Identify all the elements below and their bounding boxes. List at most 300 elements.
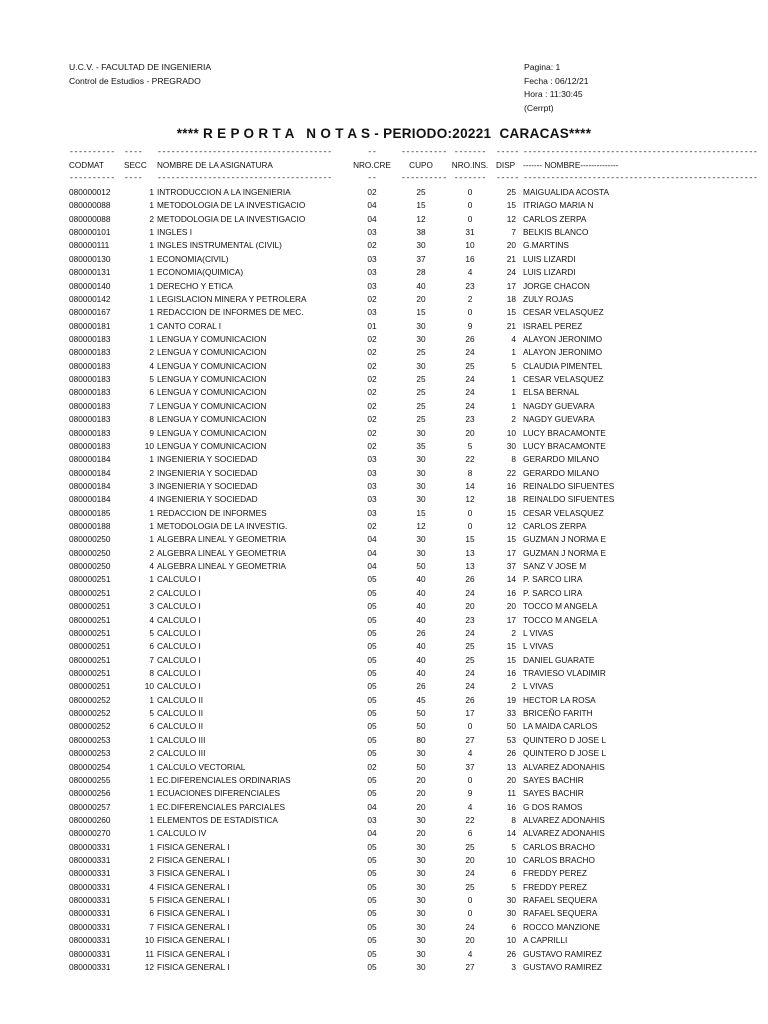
cell-asignatura: METODOLOGIA DE LA INVESTIGACIO (157, 200, 306, 211)
cell-disponible: 6 (511, 868, 516, 879)
cell-inscritos: 24 (465, 374, 475, 384)
cell-codmat: 080000253 (69, 748, 111, 759)
table-header (0, 159, 768, 172)
cell-cupo: 30 (416, 908, 426, 919)
cell-asignatura: CALCULO I (157, 681, 201, 692)
cell-codmat: 080000251 (69, 681, 111, 692)
cell-inscritos: 23 (465, 614, 475, 625)
cell-seccion: 1 (149, 200, 154, 211)
cell-seccion: 1 (149, 320, 154, 331)
cell-inscritos: 0 (467, 507, 473, 518)
cell-seccion: 1 (149, 734, 154, 745)
cell-inscritos: 22 (465, 814, 475, 825)
table-row (0, 787, 768, 800)
cell-creditos: 02 (367, 400, 377, 411)
department-name: Control de Estudios - PREGRADO (69, 75, 201, 86)
cell-seccion: 1 (149, 788, 154, 799)
cell-creditos: 05 (367, 601, 377, 612)
table-row (0, 841, 768, 854)
cell-creditos: 02 (367, 440, 377, 451)
cell-inscritos: 0 (467, 774, 473, 785)
cell-seccion: 1 (149, 841, 154, 852)
column-header-disponible: DISP (496, 161, 516, 170)
cell-creditos: 04 (367, 213, 377, 224)
cell-inscritos: 10 (465, 240, 475, 251)
cell-asignatura: LENGUA Y COMUNICACION (157, 360, 267, 371)
cell-codmat: 080000331 (69, 868, 111, 879)
cell-inscritos: 20 (465, 427, 475, 438)
cell-creditos: 03 (367, 307, 377, 318)
cell-cupo: 15 (416, 200, 426, 211)
cell-profesor: MAIGUALIDA ACOSTA (523, 187, 610, 197)
cell-cupo: 15 (416, 507, 426, 518)
cell-creditos: 05 (367, 908, 377, 919)
column-header-profesor: ------- NOMBRE-------------- (523, 161, 619, 170)
cell-cupo: 30 (416, 881, 426, 892)
cell-profesor: GERARDO MILANO (523, 467, 600, 478)
cell-disponible: 11 (507, 788, 516, 799)
cell-cupo: 25 (416, 400, 426, 411)
cell-seccion: 1 (149, 253, 154, 264)
separator-segment: -------------------------------------- (157, 148, 332, 157)
table-row (0, 400, 768, 413)
cell-seccion: 2 (149, 347, 154, 358)
cell-profesor: NAGDY GUEVARA (523, 400, 595, 411)
table-row (0, 720, 768, 733)
cell-seccion: 1 (149, 293, 154, 304)
separator-segment: ---- (124, 148, 143, 157)
cell-codmat: 080000251 (69, 574, 111, 585)
cell-profesor: CESAR VELASQUEZ (523, 374, 604, 384)
cell-disponible: 2 (511, 414, 516, 425)
cell-profesor: CARLOS ZERPA (523, 213, 587, 224)
table-row (0, 747, 768, 760)
cell-seccion: 3 (149, 868, 154, 879)
cell-asignatura: CALCULO II (157, 721, 204, 732)
cell-profesor: CLAUDIA PIMENTEL (523, 360, 603, 371)
cell-cupo: 30 (416, 240, 426, 251)
cell-profesor: FREDDY PEREZ (523, 881, 587, 892)
table-row (0, 934, 768, 947)
cell-cupo: 25 (416, 374, 426, 384)
cell-seccion: 1 (149, 267, 154, 278)
cell-inscritos: 14 (465, 480, 475, 491)
cell-cupo: 20 (416, 801, 426, 812)
cell-asignatura: CALCULO I (157, 654, 201, 665)
cell-asignatura: FISICA GENERAL I (157, 895, 230, 906)
table-row (0, 427, 768, 440)
cell-seccion: 5 (149, 627, 154, 638)
cell-inscritos: 13 (465, 561, 475, 572)
table-row (0, 801, 768, 814)
cell-asignatura: ALGEBRA LINEAL Y GEOMETRIA (157, 534, 286, 545)
cell-codmat: 080000331 (69, 855, 111, 865)
cell-disponible: 18 (506, 293, 516, 304)
cell-cupo: 30 (416, 480, 426, 491)
cell-profesor: ROCCO MANZIONE (523, 921, 600, 932)
cell-disponible: 20 (506, 601, 516, 612)
cell-cupo: 40 (416, 574, 426, 585)
cell-inscritos: 27 (465, 961, 475, 972)
cell-profesor: NAGDY GUEVARA (523, 414, 595, 425)
cell-asignatura: INGENIERIA Y SOCIEDAD (157, 467, 258, 478)
cell-cupo: 26 (416, 681, 426, 692)
cell-cupo: 30 (416, 921, 426, 932)
cell-disponible: 1 (511, 347, 516, 358)
cell-codmat: 080000251 (69, 654, 111, 665)
cell-asignatura: ALGEBRA LINEAL Y GEOMETRIA (157, 561, 286, 572)
cell-creditos: 05 (367, 935, 377, 946)
cell-codmat: 080000183 (69, 440, 111, 451)
table-row (0, 761, 768, 774)
cell-cupo: 12 (416, 213, 426, 224)
cell-inscritos: 24 (465, 681, 475, 692)
cell-cupo: 50 (416, 561, 426, 572)
cell-seccion: 1 (149, 574, 154, 585)
cell-profesor: RAFAEL SEQUERA (523, 895, 598, 906)
cell-creditos: 05 (367, 748, 377, 759)
cell-disponible: 30 (506, 895, 516, 906)
cell-codmat: 080000251 (69, 641, 111, 652)
cell-disponible: 50 (506, 721, 516, 732)
separator-segment: -- (367, 148, 377, 157)
cell-asignatura: CALCULO I (157, 614, 201, 625)
cell-seccion: 3 (149, 480, 154, 491)
cell-disponible: 15 (506, 534, 516, 545)
cell-codmat: 080000130 (69, 253, 111, 264)
cell-inscritos: 17 (465, 708, 475, 718)
cell-profesor: CESAR VELASQUEZ (523, 507, 604, 518)
cell-asignatura: LENGUA Y COMUNICACION (157, 400, 267, 411)
separator-segment: ----- (496, 174, 520, 183)
cell-disponible: 20 (506, 774, 516, 785)
cell-profesor: P. SARCO LIRA (523, 587, 583, 598)
cell-codmat: 080000188 (69, 521, 111, 531)
cell-disponible: 21 (506, 320, 516, 331)
cell-asignatura: LENGUA Y COMUNICACION (157, 387, 267, 398)
cell-codmat: 080000181 (69, 320, 111, 331)
cell-seccion: 1 (149, 227, 154, 238)
cell-cupo: 40 (416, 280, 426, 291)
cell-disponible: 10 (506, 855, 516, 865)
separator-segment: --------------------------------------------------- (523, 174, 758, 183)
cell-codmat: 080000252 (69, 694, 111, 705)
cell-cupo: 80 (416, 734, 426, 745)
cell-inscritos: 0 (467, 213, 473, 224)
cell-codmat: 080000251 (69, 627, 111, 638)
cell-codmat: 080000131 (69, 267, 111, 278)
cell-cupo: 30 (416, 467, 426, 478)
cell-disponible: 6 (511, 921, 516, 932)
cell-asignatura: FISICA GENERAL I (157, 908, 230, 919)
cell-seccion: 5 (149, 708, 154, 718)
cell-inscritos: 26 (465, 574, 475, 585)
cell-codmat: 080000183 (69, 334, 111, 344)
cell-inscritos: 23 (465, 280, 475, 291)
cell-disponible: 16 (506, 668, 516, 678)
cell-disponible: 21 (506, 253, 516, 264)
cell-asignatura: CALCULO I (157, 601, 201, 612)
cell-profesor: ELSA BERNAL (523, 387, 580, 398)
cell-asignatura: LENGUA Y COMUNICACION (157, 374, 267, 384)
cell-inscritos: 4 (467, 748, 473, 759)
cell-asignatura: FISICA GENERAL I (157, 855, 230, 865)
cell-cupo: 30 (416, 547, 426, 558)
cell-asignatura: LENGUA Y COMUNICACION (157, 440, 267, 451)
table-row (0, 961, 768, 974)
report-code: (Cerrpt) (524, 102, 554, 113)
cell-seccion: 1 (149, 801, 154, 812)
cell-creditos: 03 (367, 267, 377, 278)
column-header-secc: SECC (124, 161, 147, 170)
cell-disponible: 1 (511, 374, 516, 384)
cell-cupo: 40 (416, 668, 426, 678)
cell-disponible: 22 (506, 467, 516, 478)
cell-disponible: 3 (511, 961, 516, 972)
cell-asignatura: INTRODUCCION A LA INGENIERIA (157, 187, 291, 197)
table-row (0, 467, 768, 480)
cell-profesor: ALAYON JERONIMO (523, 347, 603, 358)
cell-profesor: G DOS RAMOS (523, 801, 583, 812)
table-row (0, 413, 768, 426)
cell-profesor: L VIVAS (523, 627, 554, 638)
cell-profesor: CARLOS ZERPA (523, 521, 587, 531)
cell-inscritos: 24 (465, 387, 475, 398)
cell-cupo: 30 (416, 814, 426, 825)
cell-seccion: 1 (149, 334, 154, 344)
cell-codmat: 080000184 (69, 494, 111, 505)
cell-creditos: 02 (367, 293, 377, 304)
cell-seccion: 11 (145, 948, 154, 959)
cell-creditos: 02 (367, 187, 377, 197)
cell-creditos: 05 (367, 841, 377, 852)
column-header-inscritos: NRO.INS. (451, 161, 489, 170)
cell-cupo: 30 (416, 748, 426, 759)
cell-disponible: 5 (511, 841, 516, 852)
cell-profesor: RAFAEL SEQUERA (523, 908, 598, 919)
table-row (0, 239, 768, 252)
cell-creditos: 02 (367, 347, 377, 358)
cell-seccion: 1 (149, 694, 154, 705)
cell-inscritos: 9 (467, 788, 473, 799)
cell-disponible: 33 (506, 708, 516, 718)
cell-inscritos: 4 (467, 267, 473, 278)
cell-creditos: 03 (367, 507, 377, 518)
cell-inscritos: 31 (465, 227, 475, 238)
cell-codmat: 080000101 (69, 227, 111, 238)
table-row (0, 440, 768, 453)
institution-name: U.C.V. - FACULTAD DE INGENIERIA (69, 62, 212, 72)
table-row (0, 573, 768, 586)
cell-inscritos: 0 (467, 908, 473, 919)
cell-disponible: 17 (506, 280, 516, 291)
cell-creditos: 02 (367, 334, 377, 344)
cell-cupo: 20 (416, 293, 426, 304)
cell-seccion: 1 (149, 828, 154, 839)
cell-inscritos: 25 (465, 360, 475, 371)
cell-cupo: 25 (416, 347, 426, 358)
cell-profesor: CARLOS BRACHO (523, 855, 595, 865)
cell-seccion: 2 (149, 213, 154, 224)
table-row (0, 333, 768, 346)
separator-segment: ---- (124, 174, 143, 183)
cell-codmat: 080000183 (69, 374, 111, 384)
cell-cupo: 20 (416, 774, 426, 785)
cell-creditos: 05 (367, 881, 377, 892)
cell-cupo: 12 (416, 521, 426, 531)
cell-disponible: 15 (506, 641, 516, 652)
cell-profesor: QUINTERO D JOSE L (523, 734, 606, 745)
table-row (0, 600, 768, 613)
cell-creditos: 02 (367, 521, 377, 531)
cell-profesor: ZULY ROJAS (523, 293, 574, 304)
cell-profesor: REINALDO SIFUENTES (523, 480, 615, 491)
cell-profesor: GUZMAN J NORMA E (523, 547, 606, 558)
cell-profesor: GUZMAN J NORMA E (523, 534, 606, 545)
cell-disponible: 18 (506, 494, 516, 505)
cell-disponible: 8 (511, 454, 516, 465)
cell-codmat: 080000331 (69, 908, 111, 919)
cell-profesor: TOCCO M ANGELA (523, 614, 598, 625)
cell-creditos: 05 (367, 668, 377, 678)
cell-profesor: LUIS LIZARDI (523, 267, 576, 278)
cell-cupo: 30 (416, 454, 426, 465)
cell-inscritos: 26 (465, 334, 475, 344)
cell-asignatura: LENGUA Y COMUNICACION (157, 347, 267, 358)
cell-cupo: 50 (416, 721, 426, 732)
cell-codmat: 080000111 (69, 240, 110, 251)
cell-inscritos: 13 (465, 547, 475, 558)
cell-profesor: GERARDO MILANO (523, 454, 600, 465)
table-row (0, 293, 768, 306)
cell-profesor: SAYES BACHIR (523, 788, 584, 799)
cell-disponible: 30 (506, 908, 516, 919)
cell-inscritos: 24 (465, 400, 475, 411)
cell-asignatura: CALCULO I (157, 668, 201, 678)
separator-bottom (0, 172, 768, 185)
cell-inscritos: 5 (467, 440, 473, 451)
cell-codmat: 080000012 (69, 187, 111, 197)
separator-segment: ----- (496, 148, 520, 157)
cell-creditos: 05 (367, 574, 377, 585)
cell-disponible: 2 (511, 681, 516, 692)
cell-seccion: 2 (149, 855, 154, 865)
cell-codmat: 080000167 (69, 307, 111, 318)
cell-disponible: 19 (506, 694, 516, 705)
cell-disponible: 13 (506, 761, 516, 772)
cell-creditos: 02 (367, 240, 377, 251)
cell-codmat: 080000252 (69, 721, 111, 732)
cell-disponible: 15 (506, 507, 516, 518)
cell-cupo: 25 (416, 387, 426, 398)
separator-segment: ---------- (69, 174, 116, 183)
cell-inscritos: 26 (465, 694, 475, 705)
cell-disponible: 14 (506, 574, 516, 585)
cell-inscritos: 0 (467, 307, 473, 318)
cell-cupo: 25 (416, 414, 426, 425)
cell-codmat: 080000184 (69, 480, 111, 491)
cell-inscritos: 2 (467, 293, 473, 304)
table-row (0, 520, 768, 533)
cell-cupo: 38 (416, 227, 426, 238)
cell-seccion: 1 (149, 534, 154, 545)
cell-inscritos: 24 (465, 921, 475, 932)
cell-seccion: 2 (149, 587, 154, 598)
separator-segment: -------------------------------------- (157, 174, 332, 183)
cell-asignatura: FISICA GENERAL I (157, 935, 230, 946)
cell-creditos: 04 (367, 534, 377, 545)
table-row (0, 533, 768, 546)
table-row (0, 360, 768, 373)
cell-inscritos: 4 (467, 948, 473, 959)
cell-seccion: 1 (149, 240, 154, 251)
cell-inscritos: 24 (465, 627, 475, 638)
cell-disponible: 17 (506, 614, 516, 625)
cell-disponible: 10 (506, 427, 516, 438)
cell-asignatura: LENGUA Y COMUNICACION (157, 414, 267, 425)
cell-creditos: 05 (367, 654, 377, 665)
cell-cupo: 30 (416, 855, 426, 865)
cell-inscritos: 0 (467, 521, 473, 531)
cell-codmat: 080000088 (69, 213, 111, 224)
cell-profesor: GUSTAVO RAMIREZ (523, 961, 602, 972)
report-title: **** R E P O R T A N O T A S - PERIODO:20221 CARACAS**** (176, 126, 592, 141)
cell-cupo: 15 (416, 307, 426, 318)
cell-inscritos: 20 (465, 855, 475, 865)
cell-asignatura: FISICA GENERAL I (157, 881, 230, 892)
cell-cupo: 26 (416, 627, 426, 638)
cell-disponible: 25 (506, 187, 516, 197)
cell-asignatura: LENGUA Y COMUNICACION (157, 334, 267, 344)
cell-profesor: L VIVAS (523, 641, 554, 652)
cell-asignatura: METODOLOGIA DE LA INVESTIGACIO (157, 213, 306, 224)
cell-profesor: FREDDY PEREZ (523, 868, 587, 879)
cell-cupo: 30 (416, 961, 426, 972)
page-number: Pagina: 1 (524, 62, 561, 72)
cell-creditos: 05 (367, 694, 377, 705)
cell-inscritos: 25 (465, 654, 475, 665)
cell-codmat: 080000140 (69, 280, 111, 291)
table-row (0, 253, 768, 266)
cell-profesor: LUIS LIZARDI (523, 253, 576, 264)
cell-seccion: 7 (149, 921, 154, 932)
cell-codmat: 080000183 (69, 400, 111, 411)
cell-disponible: 15 (506, 200, 516, 211)
table-row (0, 948, 768, 961)
cell-creditos: 05 (367, 921, 377, 932)
cell-profesor: TRAVIESO VLADIMIR (523, 668, 606, 678)
cell-codmat: 080000088 (69, 200, 111, 211)
cell-profesor: G.MARTINS (523, 240, 569, 251)
cell-disponible: 10 (506, 935, 516, 946)
cell-creditos: 02 (367, 387, 377, 398)
cell-seccion: 6 (149, 908, 154, 919)
cell-cupo: 30 (416, 948, 426, 959)
cell-asignatura: CALCULO VECTORIAL (157, 761, 246, 772)
cell-disponible: 16 (506, 480, 516, 491)
cell-asignatura: FISICA GENERAL I (157, 841, 230, 852)
cell-asignatura: INGLES INSTRUMENTAL (CIVIL) (157, 240, 282, 251)
cell-seccion: 4 (149, 494, 154, 505)
cell-inscritos: 24 (465, 668, 475, 678)
cell-seccion: 4 (149, 360, 154, 371)
separator-segment: --------------------------------------------------- (523, 148, 758, 157)
cell-creditos: 05 (367, 961, 377, 972)
cell-cupo: 40 (416, 654, 426, 665)
cell-creditos: 05 (367, 855, 377, 865)
cell-asignatura: INGLES I (157, 227, 193, 238)
cell-disponible: 16 (506, 801, 516, 812)
